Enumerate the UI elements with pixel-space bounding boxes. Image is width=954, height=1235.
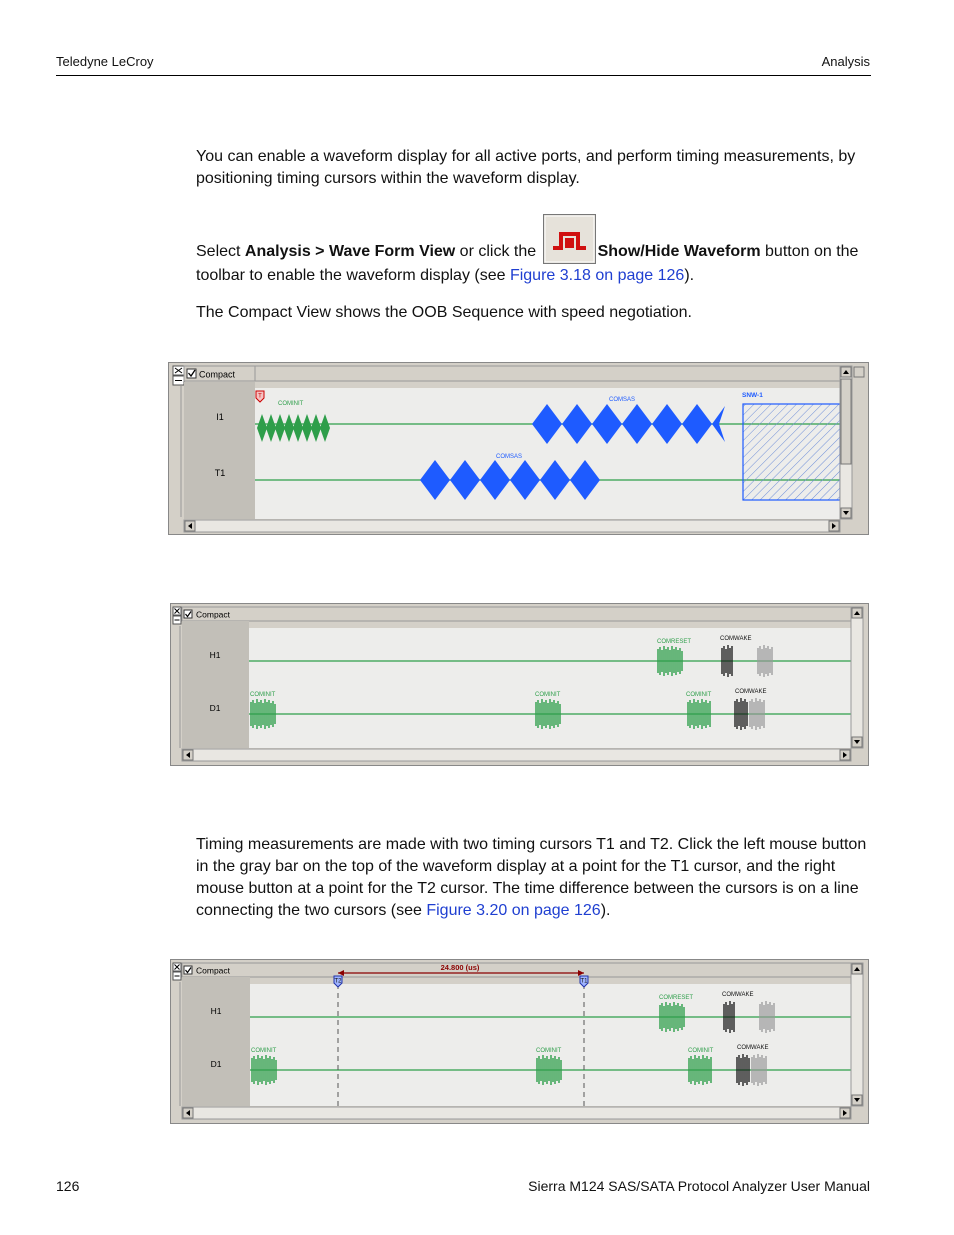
svg-text:T: T — [258, 393, 262, 400]
figure-3-18-link[interactable]: Figure 3.18 on page 126 — [509, 267, 685, 284]
waveform-figure-oob — [168, 362, 869, 535]
compact-label: Compact — [199, 369, 236, 380]
vertical-scrollbar[interactable] — [851, 607, 863, 748]
cominit-label-3: COMINIT — [686, 692, 712, 698]
comreset-label: COMRESET — [657, 639, 692, 645]
show-hide-waveform-icon — [543, 214, 596, 264]
footer-page-number: 126 — [56, 1178, 80, 1194]
zoom-icon[interactable] — [854, 367, 864, 377]
waveform-figure-sata — [170, 603, 869, 766]
svg-text:T2: T2 — [334, 978, 342, 985]
intro-paragraph: You can enable a waveform display for all active ports, and perform timing measurements, by positioning timing cursors within the waveform display. — [196, 148, 856, 187]
waveform-figure-timing — [170, 959, 869, 1124]
comreset-label: COMRESET — [659, 995, 694, 1001]
header-right: Analysis — [821, 54, 870, 69]
comwake-bottom-label: COMWAKE — [735, 689, 767, 695]
row-label-h1: H1 — [209, 650, 221, 660]
cominit-label-2: COMINIT — [536, 1048, 562, 1054]
cominit-label-2: COMINIT — [535, 692, 561, 698]
row-label-h1: H1 — [210, 1006, 222, 1016]
cominit-label-3: COMINIT — [688, 1048, 714, 1054]
row-label-d1: D1 — [210, 1059, 222, 1069]
cominit-label-1: COMINIT — [251, 1048, 277, 1054]
row-label-d1: D1 — [209, 703, 221, 713]
select-paragraph: Select Analysis > Wave Form View or click the Show/Hide Waveform button on the toolbar to enable the waveform display (see Figure 3.18 on page 126). — [196, 214, 871, 287]
comsas-top-label: COMSAS — [609, 397, 636, 403]
horizontal-scrollbar[interactable] — [182, 749, 851, 761]
timing-paragraph: Timing measurements are made with two timing cursors T1 and T2. Click the left mouse button in the gray bar on the top of the waveform display at a point for the T1 cursor, and the right mouse button at a point for the T2 cursor. The time difference between the cursors is on a line connecting the two cursors (see Figure 3.20 on page 126). — [196, 836, 867, 919]
svg-text:T1: T1 — [580, 978, 588, 985]
header-rule — [56, 75, 871, 76]
row-label-i1: I1 — [216, 412, 224, 422]
vertical-scrollbar[interactable] — [851, 963, 863, 1106]
header-left: Teledyne LeCroy — [56, 54, 154, 69]
horizontal-scrollbar[interactable] — [184, 520, 840, 532]
compact-view-text: The Compact View shows the OOB Sequence with speed negotiation. — [196, 304, 692, 321]
comwake-bottom-label: COMWAKE — [737, 1045, 769, 1051]
footer-title: Sierra M124 SAS/SATA Protocol Analyzer User Manual — [528, 1178, 870, 1194]
horizontal-scrollbar[interactable] — [182, 1107, 851, 1119]
row-label-t1: T1 — [214, 468, 226, 478]
compact-label: Compact — [196, 965, 231, 976]
figure-3-20-link[interactable]: Figure 3.20 on page 126 — [426, 902, 601, 919]
comwake-top-label: COMWAKE — [720, 636, 752, 642]
cominit-label: COMINIT — [278, 401, 304, 407]
cursor-time-readout: 24.800 (us) — [440, 963, 480, 972]
compact-label: Compact — [196, 609, 231, 620]
cominit-label-1: COMINIT — [250, 692, 276, 698]
comwake-top-label: COMWAKE — [722, 992, 754, 998]
comsas-bottom-label: COMSAS — [496, 454, 523, 460]
snw-label: SNW-1 — [742, 392, 763, 399]
